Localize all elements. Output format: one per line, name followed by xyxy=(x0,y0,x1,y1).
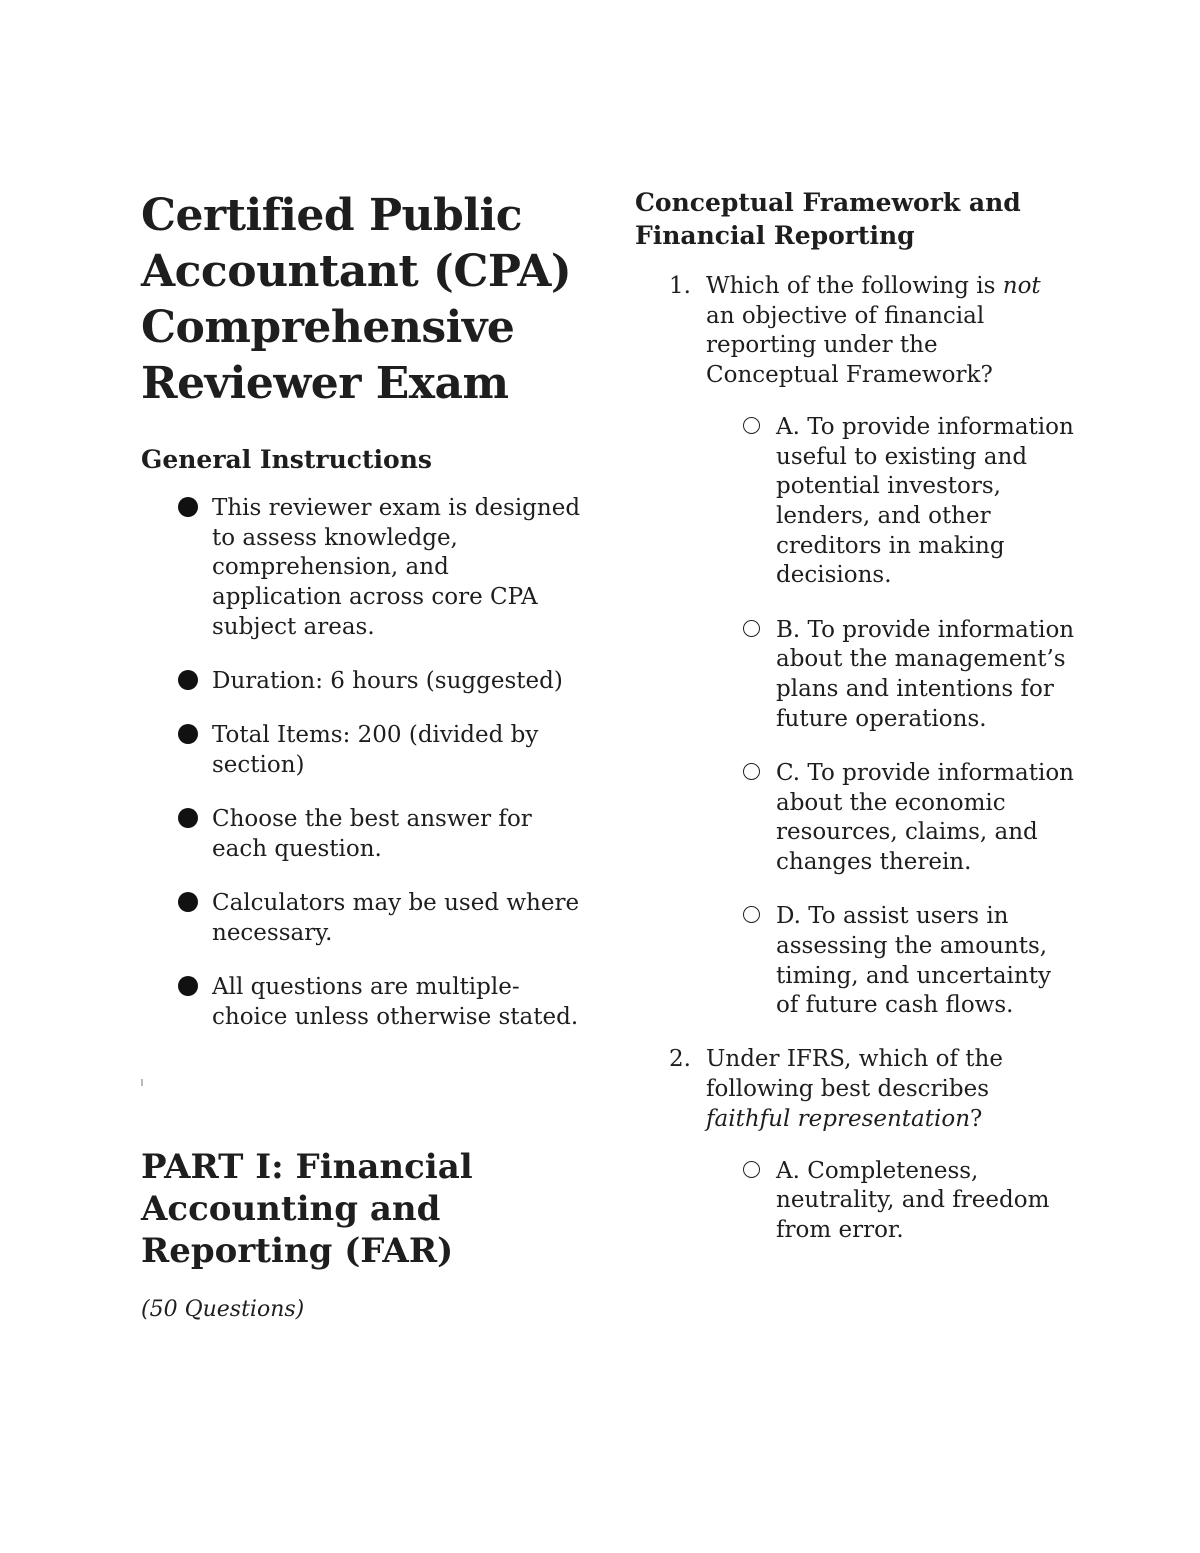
option-b[interactable] xyxy=(706,616,1075,735)
radio-circle-icon[interactable] xyxy=(743,1161,760,1178)
question-text xyxy=(706,272,1075,391)
instruction-item xyxy=(141,667,581,697)
option-list xyxy=(706,1157,1075,1246)
bullet-icon xyxy=(178,808,198,828)
radio-circle-icon[interactable] xyxy=(743,620,760,637)
instruction-text: This reviewer exam is designed to assess knowledge, comprehension, and application across core CPA subject areas. xyxy=(212,495,581,640)
question-emphasis: not xyxy=(1002,273,1041,299)
option-text: B. To provide information about the management’s plans and intentions for future operations. xyxy=(776,616,1075,732)
radio-circle-icon[interactable] xyxy=(743,906,760,923)
bullet-icon xyxy=(178,892,198,912)
instruction-text: All questions are multiple-choice unless otherwise stated. xyxy=(212,973,579,1030)
section-heading: Conceptual Framework and Financial Reporting xyxy=(635,188,1021,250)
bullet-icon xyxy=(178,670,198,690)
stray-mark xyxy=(141,1079,143,1086)
option-list xyxy=(706,413,1075,1021)
instruction-text: Duration: 6 hours (suggested) xyxy=(212,668,563,695)
part-title: PART I: Financial Accounting and Reporting (FAR) xyxy=(141,1147,473,1271)
question-text-part: Under IFRS, which of the following best describes xyxy=(706,1046,1003,1103)
instruction-text: Choose the best answer for each question. xyxy=(212,806,532,862)
instruction-text: Total Items: 200 (divided by section) xyxy=(212,722,539,778)
bullet-icon xyxy=(178,724,198,744)
question-list xyxy=(635,272,1075,1246)
question-text-part: Which of the following is xyxy=(706,273,1003,299)
question-text-part: an objective of financial reporting under the Conceptual Framework? xyxy=(706,302,993,389)
instruction-text: Calculators may be used where necessary. xyxy=(212,890,580,946)
instruction-item xyxy=(141,973,581,1032)
general-instructions-heading: General Instructions xyxy=(141,445,432,474)
instruction-item xyxy=(141,805,581,864)
instruction-item xyxy=(141,494,581,643)
question-text-part: ? xyxy=(970,1105,983,1132)
part-question-count: (50 Questions) xyxy=(141,1297,305,1322)
option-text: A. To provide information useful to existing and potential investors, lenders, and other creditors in making decisions. xyxy=(776,413,1074,589)
radio-circle-icon[interactable] xyxy=(743,763,760,780)
question-emphasis: faithful representation xyxy=(706,1105,971,1132)
question-text xyxy=(706,1045,1075,1134)
option-text: A. Completeness, neutrality, and freedom from error. xyxy=(776,1157,1050,1243)
question-2 xyxy=(635,1045,1075,1245)
option-text: C. To provide information about the economic resources, claims, and changes therein. xyxy=(776,759,1074,875)
option-a[interactable] xyxy=(706,413,1075,591)
instruction-item xyxy=(141,889,581,948)
left-column xyxy=(141,188,581,1057)
option-c[interactable] xyxy=(706,759,1075,878)
question-1 xyxy=(635,272,1075,1021)
question-number: 2. xyxy=(669,1046,691,1073)
option-a[interactable] xyxy=(706,1157,1075,1246)
option-d[interactable] xyxy=(706,902,1075,1021)
instructions-list xyxy=(141,494,581,1032)
bullet-icon xyxy=(178,976,198,996)
radio-circle-icon[interactable] xyxy=(743,417,760,434)
document-title: Certified Public Accountant (CPA) Comprehensive Reviewer Exam xyxy=(141,190,572,409)
option-text: D. To assist users in assessing the amounts, timing, and uncertainty of future cash flows. xyxy=(776,903,1051,1019)
right-column xyxy=(635,186,1075,1270)
instruction-item xyxy=(141,721,581,780)
bullet-icon xyxy=(178,497,198,517)
question-number: 1. xyxy=(669,273,691,299)
